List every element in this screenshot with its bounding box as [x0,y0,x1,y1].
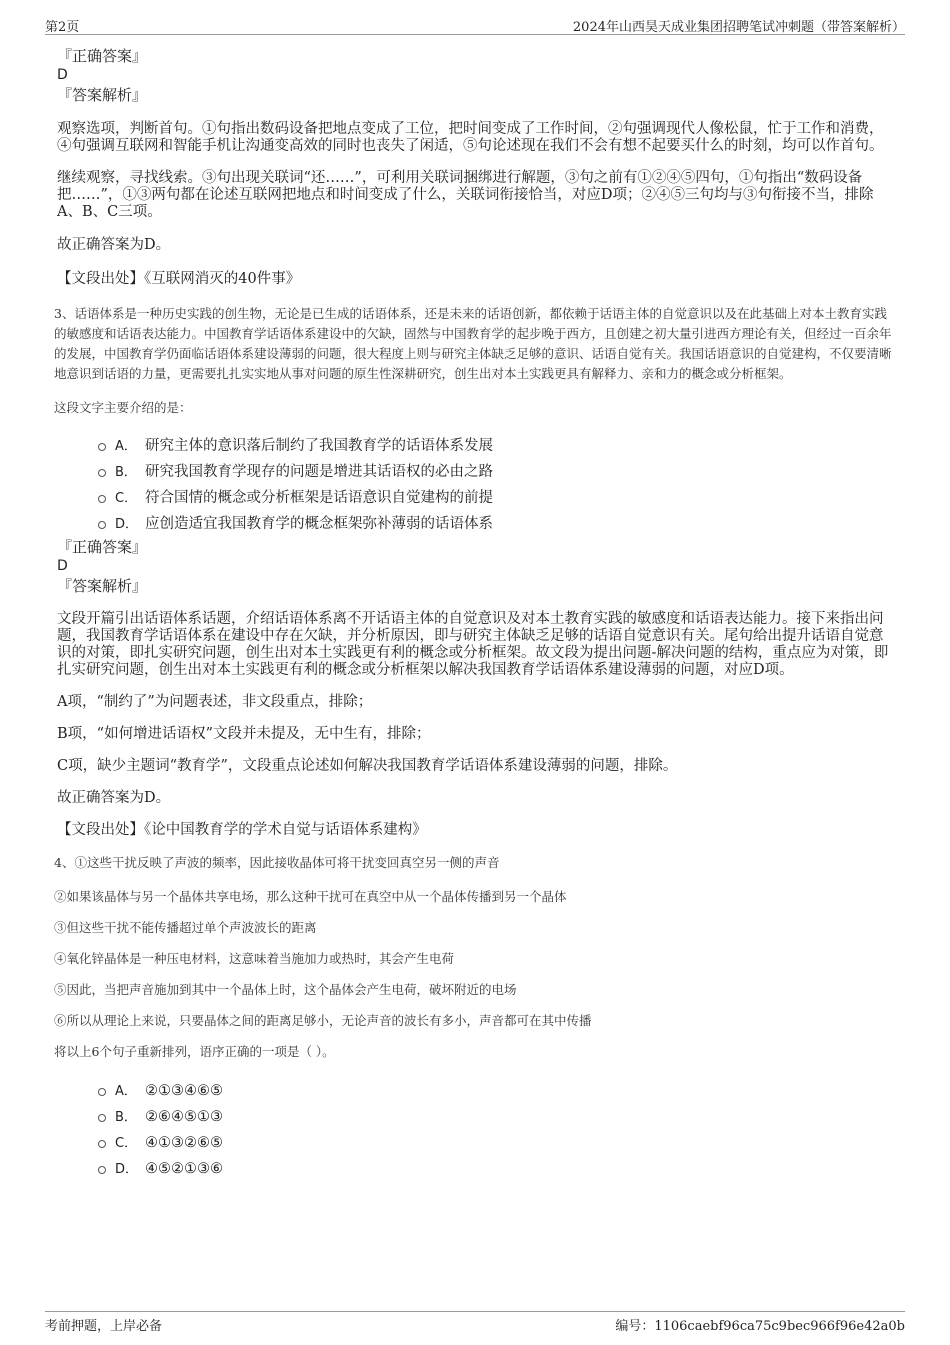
question-prompt: 将以上6个句子重新排列，语序正确的一项是（ ）。 [54,1044,335,1059]
analysis-paragraph: 故正确答案为D。 [57,237,171,253]
option-b[interactable]: B． 研究我国教育学现存的问题是增进其话语权的必由之路 [57,459,892,485]
radio-icon[interactable] [98,1140,106,1148]
option-c[interactable]: C． ④①③②⑥⑤ [57,1130,892,1156]
analysis-paragraph: B项，“如何增进话语权”文段并未提及，无中生有，排除； [57,726,431,742]
correct-answer-label: 『正确答案』 [57,538,148,556]
sentence-item: ⑥所以从理论上来说，只要晶体之间的距离足够小，无论声音的波长有多小，声音都可在其中传播 [54,1013,592,1028]
radio-icon[interactable] [98,469,106,477]
analysis-paragraph: C项，缺少主题词“教育学”，文段重点论述如何解决我国教育学话语体系建设薄弱的问题，排除。 [57,758,678,774]
radio-icon[interactable] [98,1166,106,1174]
analysis-paragraph: A项，“制约了”为问题表述，非文段重点，排除； [57,694,373,710]
page-content [54,46,892,1182]
footer-slogan: 考前押题，上岸必备 [45,1319,163,1334]
option-d[interactable]: D． 应创造适宜我国教育学的概念框架弥补薄弱的话语体系 [57,511,892,537]
analysis-paragraph: 观察选项，判断首句。①句指出数码设备把地点变成了工位，把时间变成了工作时间，②句强调现代人像松鼠，忙于工作和消费，④句强调互联网和智能手机让沟通变高效的同时也丧失了闲适，⑤句论述现在我们不会有想不起要买什么的时刻，均可以作首句。 [57,121,884,154]
source-citation: 【文段出处】《互联网消灭的40件事》 [57,271,301,287]
sentence-item: ③但这些干扰不能传播超过单个声波波长的距离 [54,920,317,935]
page-footer [45,1311,905,1334]
radio-icon[interactable] [98,1114,106,1122]
option-b[interactable]: B． ②⑥④⑤①③ [57,1104,892,1130]
correct-answer-label: 『正确答案』 [57,47,148,65]
options-list [57,433,892,537]
sentence-item: 4、①这些干扰反映了声波的频率，因此接收晶体可将干扰变回真空另一侧的声音 [54,855,500,870]
page-header [45,14,905,35]
document-title: 2024年山西昊天成业集团招聘笔试冲刺题（带答案解析） [572,20,905,35]
option-a[interactable]: A． 研究主体的意识落后制约了我国教育学的话语体系发展 [57,433,892,459]
analysis-paragraph: 文段开篇引出话语体系话题，介绍话语体系离不开话语主体的自觉意识及对本土教育实践的敏感度和话语表达能力。接下来指出问题，我国教育学话语体系在建设中存在欠缺，并分析原因，即与研究主体缺乏足够的话语自觉意识有关。尾句给出提升话语自觉意识的对策，即扎实研究问题，创生出对本土实践更有利的概念或分析框架。故文段为提出问题-解决问题的结构，重点应为对策，即扎实研究问题，创生出对本土实践更有利的概念或分析框架以解决我国教育学话语体系建设薄弱的问题，对应D项。 [57,611,889,678]
sentence-item: ②如果该晶体与另一个晶体共享电场，那么这种干扰可在真空中从一个晶体传播到另一个晶体 [54,889,567,904]
document-code: 编号：1106caebf96ca75c9bec966f96e42a0b [615,1319,905,1334]
radio-icon[interactable] [98,495,106,503]
question-prompt: 这段文字主要介绍的是： [54,400,192,415]
option-c[interactable]: C． 符合国情的概念或分析框架是话语意识自觉建构的前提 [57,485,892,511]
analysis-label: 『答案解析』 [57,86,148,104]
radio-icon[interactable] [98,521,106,529]
source-citation: 【文段出处】《论中国教育学的学术自觉与话语体系建构》 [57,822,427,838]
option-a[interactable]: A． ②①③④⑥⑤ [57,1078,892,1104]
radio-icon[interactable] [98,443,106,451]
analysis-paragraph: 继续观察，寻找线索。③句出现关联词“还……”，可利用关联词捆绑进行解题，③句之前有①②④⑤四句，①句指出“数码设备把……”，①③两句都在论述互联网把地点和时间变成了什么，关联词衔接恰当，对应D项；②④⑤三句均与③句衔接不当，排除A、B、C三项。 [57,170,874,220]
options-list [57,1078,892,1182]
page-number: 第2页 [45,20,80,35]
question-stem: 3、话语体系是一种历史实践的创生物，无论是已生成的话语体系，还是未来的话语创新，都依赖于话语主体的自觉意识以及在此基础上对本土教育实践的敏感度和话语表达能力。中国教育学话语体系建设中的欠缺，固然与中国教育学的起步晚于西方，且创建之初大量引进西方理论有关，但经过一百余年的发展，中国教育学仍面临话语体系建设薄弱的问题，很大程度上则与研究主体缺乏足够的意识、话语自觉有关。我国话语意识的自觉建构，不仅要清晰地意识到话语的力量，更需要扎扎实实地从事对问题的原生性深耕研究，创生出对本土实践更具有解释力、亲和力的概念或分析框架。 [54,306,892,381]
correct-answer-value: D [57,67,68,83]
radio-icon[interactable] [98,1088,106,1096]
sentence-item: ⑤因此，当把声音施加到其中一个晶体上时，这个晶体会产生电荷，破坏附近的电场 [54,982,517,997]
analysis-label: 『答案解析』 [57,577,148,595]
option-d[interactable]: D． ④⑤②①③⑥ [57,1156,892,1182]
sentence-item: ④氧化锌晶体是一种压电材料，这意味着当施加力或热时，其会产生电荷 [54,951,455,966]
correct-answer-value: D [57,558,68,574]
analysis-paragraph: 故正确答案为D。 [57,790,171,806]
